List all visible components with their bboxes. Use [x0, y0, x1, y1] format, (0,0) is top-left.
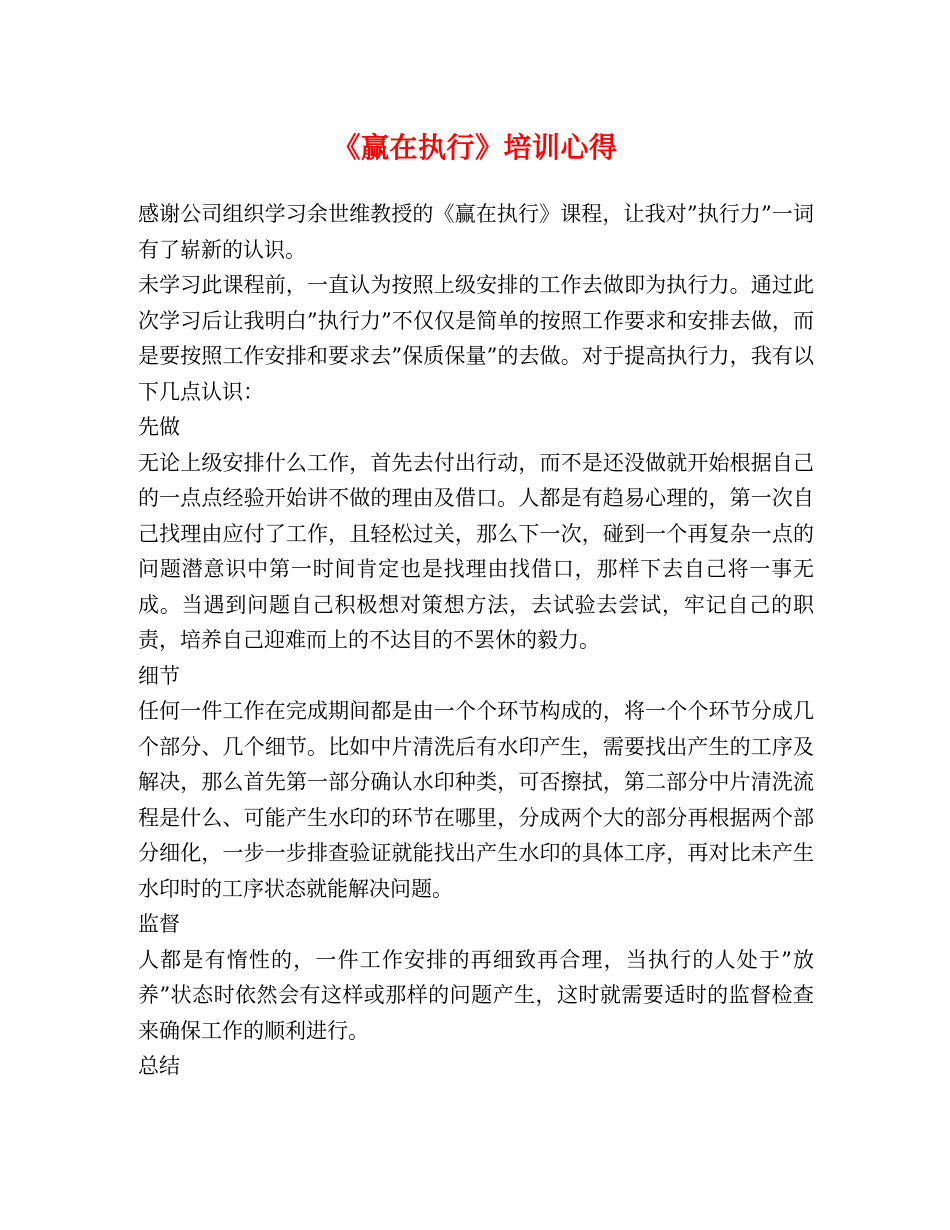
heading-do-first: 先做: [138, 415, 180, 439]
heading-summary: 总结: [138, 1054, 180, 1078]
paragraph-supervision: 人都是有惰性的，一件工作安排的再细致再合理，当执行的人处于”放养”状态时依然会有这样或那样的问题产生，这时就需要适时的监督检查来确保工作的顺利进行。: [138, 947, 814, 1043]
heading-details: 细节: [138, 663, 180, 688]
paragraph-details: 任何一件工作在完成期间都是由一个个环节构成的，将一个个环节分成几个部分、几个细节。比如中片清洗后有水印产生，需要找出产生的工序及解决，那么首先第一部分确认水印种类，可否擦拭，第二部分中片清洗流程是什么、可能产生水印的环节在哪里，分成两个大的部分再根据两个部分细化，一步一步排查验证就能找出产生水印的具体工序，再对比未产生水印时的工序状态就能解决问题。: [138, 699, 814, 901]
document-title: 《赢在执行》培训心得: [332, 131, 618, 164]
heading-supervision: 监督: [138, 912, 180, 936]
paragraph-do-first: 无论上级安排什么工作，首先去付出行动，而不是还没做就开始根据自己的一点点经验开始讲不做的理由及借口。人都是有趋易心理的，第一次自己找理由应付了工作，且轻松过关，那么下一次，碰到一个再复杂一点的问题潜意识中第一时间肯定也是找理由找借口，那样下去自己将一事无成。当遇到问题自己积极想对策想方法，去试验去尝试，牢记自己的职责，培养自己迎难而上的不达目的不罢休的毅力。: [138, 450, 814, 652]
paragraph-understanding: 未学习此课程前，一直认为按照上级安排的工作去做即为执行力。通过此次学习后让我明白”执行力”不仅仅是简单的按照工作要求和安排去做，而是要按照工作安排和要求去”保质保量”的去做。对于提高执行力，我有以下几点认识：: [138, 273, 814, 404]
document-body: [138, 197, 814, 1085]
paragraph-intro: 感谢公司组织学习余世维教授的《赢在执行》课程，让我对”执行力”一词有了崭新的认识。: [138, 202, 814, 262]
